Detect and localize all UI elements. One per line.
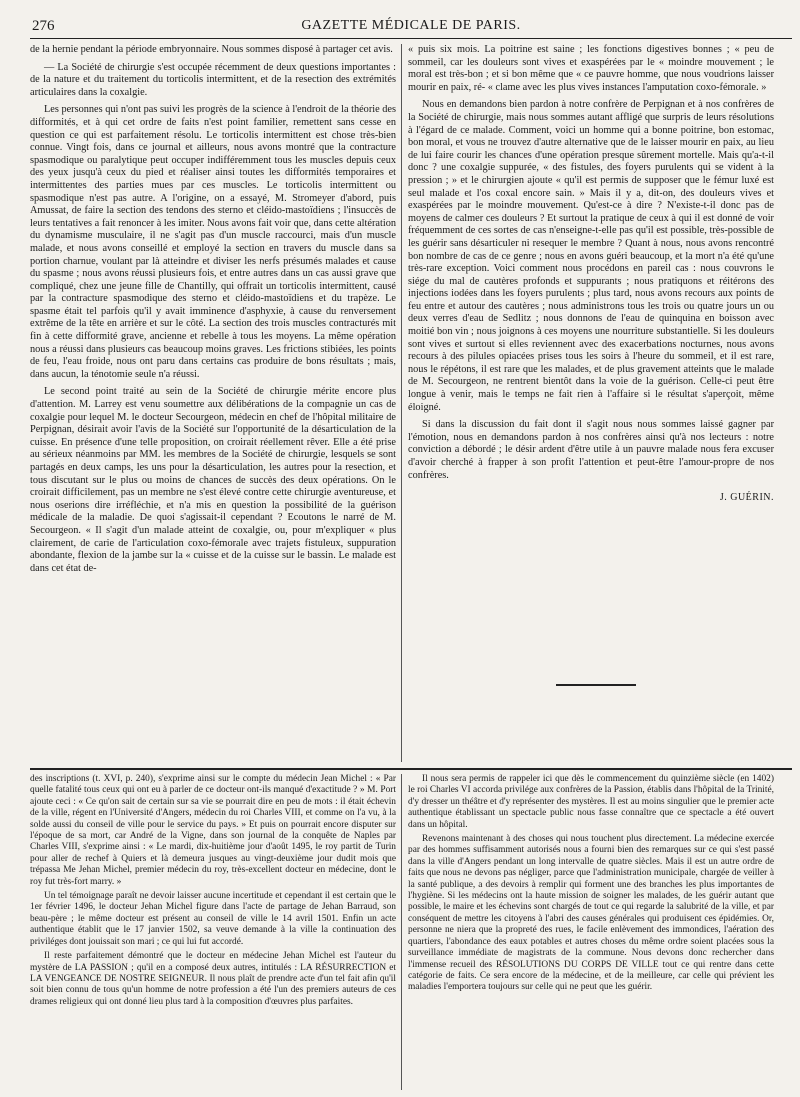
main-article (30, 44, 792, 762)
paragraph: Il nous sera permis de rappeler ici que dès le commencement du quinzième siècle (en 1402) le roi Charles VI accorda privilége aux confrères de la Passion, établis dans l'hôpital de la Trinité, d'y dresser un théâtre et d'y représenter des mystères. Il est au moins singulier que le premier acte authentique établissant un spectacle public nous fasse connaître que ce spectacle a été ouvert dans un hôpital. (408, 774, 774, 830)
right-column (408, 44, 774, 510)
paragraph: Un tel témoignage paraît ne devoir laisser aucune incertitude et cependant il est certain que le 1er février 1496, le docteur Jehan Michel figure dans l'acte de partage de Jehan Barraud, son beau-père ; le même docteur est présent au conseil de ville le 14 avril 1501. Enfin un acte authentique établit que le 17 janvier 1502, sa veuve demande à la ville la continuation des priviléges dont jouissait son mari ; ce qui lui fut accordé. (30, 891, 396, 947)
feuilleton-section (30, 774, 792, 1092)
paragraph: Revenons maintenant à des choses qui nous touchent plus directement. La médecine exercée par des hommes suffisamment autorisés nous a fourni bien des remarques sur ce qui s'est passé dans la ville d'Angers pendant un long intervalle de quatre siècles. Mais il est un autre ordre de faits que nous ne devons pas négliger, parce que l'administration municipale, chargée de veiller à la santé publique, a des devoirs à remplir qui forment une des branches les plus importantes de l'hygiène. Si les médecins ont la haute mission de soigner les malades, de les guérir autant que possible, le maire et les échevins sont chargés de tout ce qui regarde la salubrité de la ville, et par conséquent de mettre les citoyens à l'abri des causes générales qui produisent ces épidémies. Or, personne ne niera que la propreté des rues, le facile enlèvement des immondices, l'aération des quartiers, l'abondance des eaux potables et autres choses du même ordre soient placées sous la surveillance immédiate de magistrats de la commune. Nous devons donc rechercher dans l'immense recueil des RÉSOLUTIONS DU CORPS DE VILLE tout ce qui rentre dans cette catégorie de faits. Ce sera encore de la médecine, et de la meilleure, car celle qui prévient les maladies l'emportera toujours sur celle qui ne peut que les guérir. (408, 834, 774, 993)
paragraph: « puis six mois. La poitrine est saine ; les fonctions digestives bonnes ; « peu de sommeil, car les douleurs sont vives et exaspérées par le « moindre mouvement ; le moral est très-bon ; et si bon même que « ce pauvre homme, que nous voudrions laisser mourir en paix, ré- « clame avec les plus vives instances l'amputation coxo-fémorale. » (408, 44, 774, 93)
paragraph: des inscriptions (t. XVI, p. 240), s'exprime ainsi sur le compte du médecin Jean Michel : « Par quelle fatalité tous ceux qui ont eu à parler de ce docteur ont-ils manqué d'exactitude ? » M. Port ajoute ceci : « Ce qu'on sait de certain sur sa vie se pourrait dire en peu de mots : il était échevin de la ville, régent en l'Université d'Angers, médecin du roi Charles VIII, et comme on l'a vu, à la solde aussi du conseil de ville pour le service du pays. » Et puis on pourrait encore disputer sur l'époque de sa mort, car André de la Vigne, dans son journal de la conquête de Naples par Charles VIII, s'exprime ainsi : « Le mardi, dix-huitième jour d'août 1495, le roy partit de Turin pour aller de rechef à Quiers et là demeura jusques au vingt-deuxième jour dudit mois que trépassa Me Jehan Michel, premier médecin du roy, très-excellent docteur en médecine, dont le roy fut très-fort marry. » (30, 774, 396, 887)
journal-title: GAZETTE MÉDICALE DE PARIS. (301, 18, 521, 33)
paragraph: Il reste parfaitement démontré que le docteur en médecine Jehan Michel est l'auteur du mystère de LA PASSION ; qu'il en a composé deux autres, intitulés : LA RÉSURRECTION et LA VENGEANCE DE NOSTRE SEIGNEUR. Il nous plaît de prendre acte d'un tel fait afin qu'il soit bien connu de tous qu'un homme de notre profession a été l'un des premiers auteurs de ces drames religieux qui ont donné lieu plus tard à la composition d'œuvres plus parfaites. (30, 951, 396, 1007)
paragraph: Le second point traité au sein de la Société de chirurgie mérite encore plus d'attention. M. Larrey est venu soumettre aux délibérations de la compagnie un cas de coxalgie pour lequel M. le docteur Secourgeon, médecin en chef de l'hôpital militaire de Perpignan, désirait avoir l'avis de la Société sur l'opportunité de la désarticulation de la cuisse. En présence d'une telle proposition, on croirait réellement rêver. Elle a été prise au sérieux néanmoins par MM. les membres de la Société de chirurgie, lesquels se sont partagés en deux camps, les uns pour la désarticulation, les autres pour la resection, et tous discutant sur le plus ou moins de chances de succès des deux opérations. On le croirait difficilement, pas un membre ne s'est élevé contre cette chirurgie aventureuse, et nous oserions dire irréfléchie, et n'a mis en question la possibilité de la guérison médicale de la maladie. De quoi s'agissait-il cependant ? Ecoutons le narré de M. Secourgeon. « Il s'agit d'un malade atteint de coxalgie, ou, pour m'expliquer « plus clairement, de carie de l'articulation coxo-fémorale avec trajets fistuleux, suppuration abondante, flexion de la jambe sur la « cuisse et de la cuisse sur le bassin. Le malade est dans cet état de- (30, 386, 396, 574)
article-end-rule (556, 684, 636, 686)
left-column (30, 44, 396, 580)
bottom-left-column (30, 774, 396, 1011)
bottom-right-column (408, 774, 774, 997)
paragraph: Nous en demandons bien pardon à notre confrère de Perpignan et à nos confrères de la Société de chirurgie, mais nous sommes autant affligé que surpris de leurs résolutions à l'égard de ce malade. Comment, voici un homme qui a bonne poitrine, bon estomac, bon moral, et vous ne trouvez d'autre alternative que de le laisser mourir en paix, au lieu de lui faire courir les chances d'une opération presque sûrement mortelle. Mais qu'a-t-il donc ? une coxalgie suppurée, « des fistules, des foyers purulents qui se vident à la pression ; » et le chirurgien ajoute « qu'il est permis de supposer que le fémur luxé est seul malade et l'os coxal encore sain. » Mais il y a, dit-on, des douleurs vives et exaspérées par le moindre mouvement. Qu'est-ce à dire ? N'existe-t-il donc pas de moyens de calmer ces douleurs ? Et surtout la pratique de ceux à qui il est donné de voir fréquemment de ces sortes de cas n'enseigne-t-elle pas qu'il est possible, très-possible de les guérir sans désarticuler ni resequer le membre ? Quant à nous, nous avons rencontré bon nombre de cas de ce genre ; nous en avons guéri beaucoup, et la mort n'a été qu'une très-rare exception. Voici comment nous procédons en pareil cas : nous couvrons le siége du mal de cautères profonds et suppurants ; nous pratiquons et réitérons des injections iodées dans les foyers purulents ; plus tard, nous avons recours aux points de feu entre et autour des cautères ; nous administrons tous les trois ou quatre jours un ou deux verres d'eau de Sedlitz ; nous donnons de l'eau de quinquina en boisson avec moitié bon vin ; nous joignons à ces moyens une nourriture substantielle. Si les douleurs sont vives et surtout si elles reviennent avec des exacerbations nocturnes, nous avons recours à des pilules opiacées prises tous les soirs à l'heure du sommeil, et il est rare, nous le répétons, il est rare que les malades, et de plus gravement atteints que le malade de M. Secourgeon, ne rentrent bientôt dans la voie de la guérison. Celle-ci peut être longue à venir, mais le temps ne fait rien à l'affaire si le résultat s'aperçoit, même éloigné. (408, 99, 774, 413)
paragraph: de la hernie pendant la période embryonnaire. Nous sommes disposé à partager cet avis. (30, 44, 393, 55)
author-signature: J. GUÉRIN. (719, 492, 774, 504)
paragraph: — La Société de chirurgie s'est occupée récemment de deux questions importantes : de la nature et du traitement du torticolis intermittent, et de la resection des extrémités articulaires dans la coxalgie. (30, 61, 396, 98)
column-divider (401, 44, 402, 762)
paragraph: Les personnes qui n'ont pas suivi les progrès de la science à l'endroit de la théorie des difformités, et à qui cet ordre de faits n'est point familier, remettent sans cesse en question ce qui est parfaitement résolu. Le torticolis intermittent est chose très-bien connue. Vingt fois, dans ce journal et ailleurs, nous avons montré que la contracture spasmodique ou paralytique peut occuper indifféremment tous les muscles depuis ceux des yeux jusqu'à ceux du pied et réaliser ainsi toutes les difformités temporaires et intermittentes des parties mues par ces muscles. Le torticolis intermittent ou spasmodique n'est pas autre. A l'origine, on a essayé, M. Stromeyer d'abord, puis Amussat, de faire la section des tendons des sterno et cléido-mastoïdiens ; l'insuccès de leurs tentatives a fait renoncer à les imiter. Nous avons fait voir que, dans cette altération du dynamisme musculaire, il ne s'agit pas d'un muscle raccourci, mais d'un muscle malade, et nous avons conseillé et employé la section en travers du muscle dans sa portion charnue, voulant par là atteindre et diviser les nerfs présumés malades et cause du spasme ; nous avons réussi plusieurs fois, et entre autres dans un cas aussi grave que compliqué, chez une jeune fille de Chantilly, qui offrait un torticolis intermittent, causé par la contracture spasmodique des sterno et cléido-mastoïdiens et du trapèze. Le spasme était tel parfois qu'il y avait imminence d'asphyxie, à cause du renversement extrême de la tête en arrière et sur le côté. La section des trois muscles contracturés mit fin à cette difformité grave, ancienne et rebelle à tous les moyens. La même opération nous a réussi dans plusieurs cas beaucoup moins graves. Les frictions stibiées, les points de feu, l'eau froide, nous ont paru dans certains cas produire de bons résultats ; mais, dans aucun, la ténotomie seule n'a réussi. (30, 104, 396, 380)
section-divider (30, 768, 792, 770)
page-number: 276 (32, 18, 55, 34)
column-divider (401, 774, 402, 1090)
page-header (30, 14, 792, 39)
paragraph: Si dans la discussion du fait dont il s'agit nous nous sommes laissé gagner par l'émotion, nous en demandons pardon à nos confrères ainsi qu'à nos lecteurs : notre conviction a débordé ; le désir ardent d'être utile à un pauvre malade nous fera excuser d'avoir cherché à frapper à son profit l'attention et peut-être l'amour-propre de nos confrères. (408, 419, 774, 481)
